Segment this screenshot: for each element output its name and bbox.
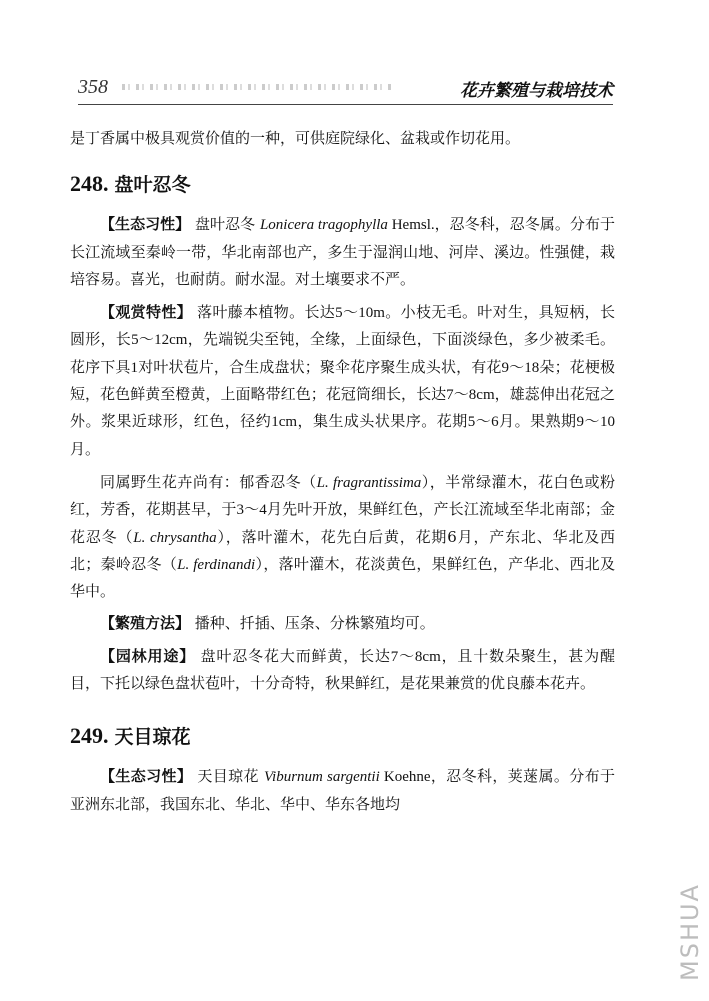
watermark [677,871,703,993]
book-title: 花卉繁殖与栽培技术 [460,81,613,101]
page-body [70,125,615,818]
paragraph-text: Koehne，忍冬科，荚蒾属。分布于亚洲东北部，我国东北、华北、华中、华东各地均 [70,769,615,813]
paragraph-text: ），半常绿灌木，花白色或粉红，芳香，花期甚早，于3～4月先叶开放，果鲜红色，产长江流域至华北南部；金花忍冬（ [70,474,615,546]
paragraph-text: 落叶藤本植物。长达5～10m。小枝无毛。叶对生，具短柄，长圆形，长5～12cm，先端锐尖至钝，全缘，上面绿色，下面淡绿色，多少被柔毛。花序下具1对叶状苞片，合生成盘状；聚伞花序聚生成头状，有花9～18朵；花梗极短，花色鲜黄至橙黄，上面略带红色；花冠筒细长，长达7～8cm，雄蕊伸出花冠之外。浆果近球形，红色，径约1cm，集生成头状果序。花期5～6月。果熟期9～10月。 [70,305,615,458]
watermark-text: MSHUA [676,883,704,981]
intro-paragraph: 是丁香属中极具观赏价值的一种，可供庭院绿化、盆栽或作切花用。 [70,129,521,147]
ornamental-paragraph [70,299,615,463]
landscape-use-paragraph [70,643,615,698]
section-number: 248. [70,171,109,197]
paragraph-text: ），落叶灌木，花淡黄色，果鲜红色，产华北、西北及华中。 [70,554,615,601]
paragraph-text: 同属野生花卉尚有：郁香忍冬（ [100,472,317,491]
paragraph-text: 盘叶忍冬花大而鲜黄，长达7～8cm，且十数朵聚生，甚为醒目，下托以绿色盘状苞叶，十分奇特，秋果鲜红，是花果兼赏的优良藤本花卉。 [70,648,615,693]
related-species-paragraph [70,469,615,604]
paragraph-text: 天目琼花 [197,767,259,786]
paragraph-label: 【生态习性】 [100,767,193,786]
latin-name: L. chrysantha [133,529,217,546]
propagation-paragraph [70,610,615,636]
paragraph-text: Hemsl.，忍冬科，忍冬属。分布于长江流域至秦岭一带，华北南部也产，多生于湿润山地、河岸、溪边。性强健，栽培容易。喜光，也耐荫。耐水湿。对土壤要求不严。 [70,217,615,288]
header-divider [78,104,613,105]
page-header [78,76,613,104]
paragraph-label: 【园林用途】 [100,646,196,665]
paragraph-label: 【繁殖方法】 [100,614,191,633]
section-title: 盘叶忍冬 [114,174,191,197]
paragraph-text: ），落叶灌木，花先白后黄，花期6月，产东北、华北及西北；秦岭忍冬（ [70,527,616,573]
ecology-paragraph [70,763,615,818]
page-number: 358 [78,76,108,98]
section-248-heading [70,157,615,197]
section-title: 天目琼花 [114,726,191,749]
paragraph-text: 播种、扦插、压条、分株繁殖均可。 [194,614,435,633]
latin-name: Viburnum sargentii [263,769,380,786]
section-number: 249. [70,723,109,749]
latin-name: L. fragrantissima [316,474,422,491]
paragraph-text: 盘叶忍冬 [195,215,256,234]
latin-name: L. ferdinandi [177,556,256,573]
header-scan-noise [122,84,392,90]
paragraph-label: 【观赏特性】 [100,303,193,322]
paragraph-label: 【生态习性】 [100,215,191,234]
section-249-heading [70,709,615,749]
latin-name: Lonicera tragophylla [259,217,388,234]
ecology-paragraph [70,211,615,293]
